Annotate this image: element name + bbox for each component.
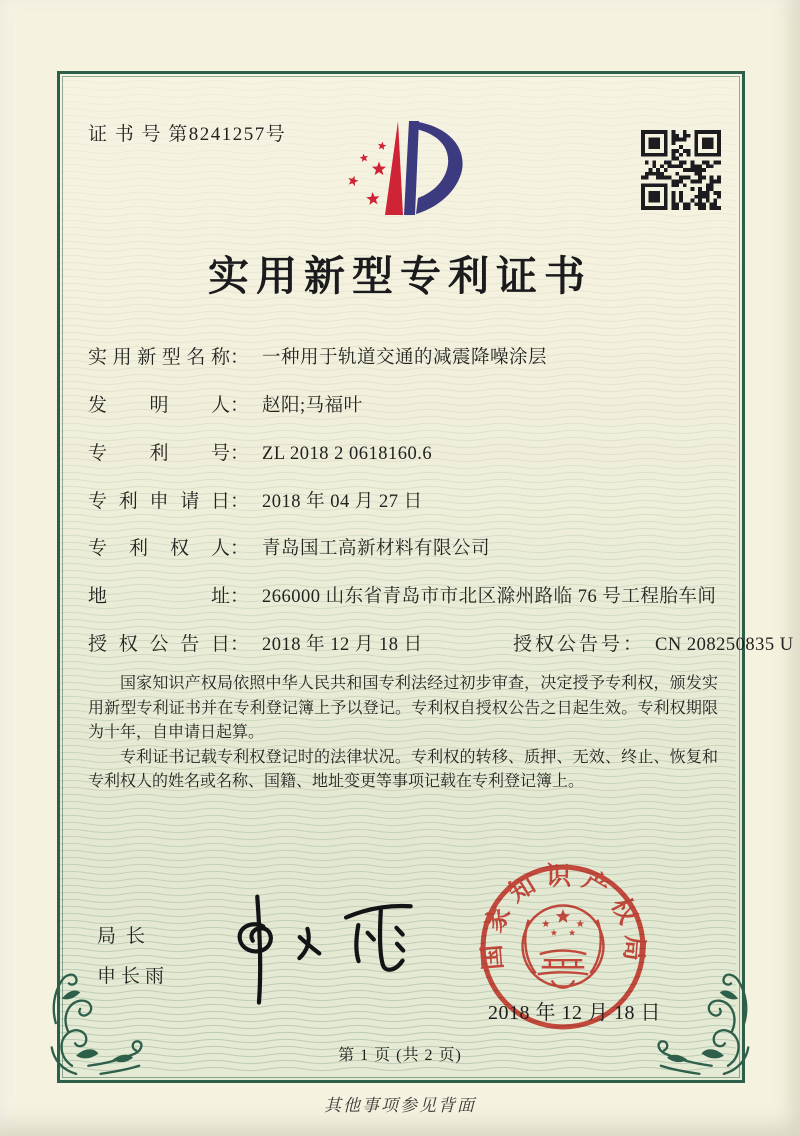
- back-note: 其他事项参见背面: [324, 1096, 476, 1115]
- director-name: 申长雨: [97, 966, 170, 987]
- field-colon: ：: [230, 586, 250, 607]
- field-label: 实用新型名称: [88, 347, 230, 368]
- seal-ring-text: 国家知识产权局: [477, 862, 649, 971]
- field-grant-number: [513, 629, 794, 656]
- qr-code: [641, 129, 721, 211]
- field-value: CN 208250835 U: [655, 635, 794, 655]
- field-colon: ：: [230, 634, 250, 655]
- field-label: 专利权人: [88, 538, 230, 559]
- field-value: ZL 2018 2 0618160.6: [262, 444, 433, 464]
- field-label: 专利号: [88, 443, 230, 464]
- director-title: 局长: [97, 926, 156, 947]
- body-paragraph-2: 专利证书记载专利权登记时的法律状况。专利权的转移、质押、无效、终止、恢复和专利权人的姓名或名称、国籍、地址变更等事项记载在专利登记簿上。: [88, 748, 718, 791]
- cnipa-logo-icon: [330, 113, 482, 241]
- statutory-text: [88, 672, 718, 795]
- field-value: 266000 山东省青岛市市北区滁州路临 76 号工程胎车间: [262, 587, 717, 607]
- field-value: 一种用于轨道交通的减震降噪涂层: [262, 348, 548, 368]
- certificate-title: 实用新型专利证书: [208, 253, 592, 299]
- field-colon: ：: [230, 347, 250, 368]
- field-row-address: [88, 581, 716, 608]
- body-paragraph-1: 国家知识产权局依照中华人民共和国专利法经过初步审查，决定授予专利权，颁发实用新型专利证书并在专利登记簿上予以登记。专利权自授权公告之日起生效。专利权期限为十年，自申请日起算。: [88, 675, 718, 742]
- field-row-patentee: [88, 533, 490, 560]
- field-label: 授权公告日: [88, 634, 230, 655]
- field-colon: ：: [230, 443, 250, 464]
- field-label: 地址: [88, 586, 230, 607]
- field-row-grant-date: [88, 629, 794, 656]
- field-colon: ：: [230, 538, 250, 559]
- field-colon: ：: [230, 395, 250, 416]
- field-row-filing-date: [88, 486, 423, 513]
- field-label: 授权公告号: [513, 634, 624, 655]
- field-colon: ：: [230, 491, 250, 512]
- page-indicator: 第 1 页 (共 2 页): [338, 1047, 462, 1064]
- field-row-name: [88, 342, 547, 369]
- field-label: 专利申请日: [88, 491, 230, 512]
- field-value: 赵阳;马福叶: [262, 396, 363, 416]
- seal-date: 2018 年 12 月 18 日: [488, 1002, 661, 1024]
- field-row-patent-number: [88, 438, 432, 465]
- field-label: 发明人: [88, 395, 230, 416]
- field-row-inventor: [88, 390, 363, 417]
- field-value: 2018 年 04 月 27 日: [262, 492, 423, 512]
- field-value: 青岛国工高新材料有限公司: [262, 539, 491, 559]
- certificate-number: 证 书 号 第8241257号: [88, 124, 287, 145]
- handwritten-signature-icon: [212, 878, 452, 1013]
- field-value: 2018 年 12 月 18 日: [262, 635, 423, 655]
- field-colon: ：: [623, 634, 643, 655]
